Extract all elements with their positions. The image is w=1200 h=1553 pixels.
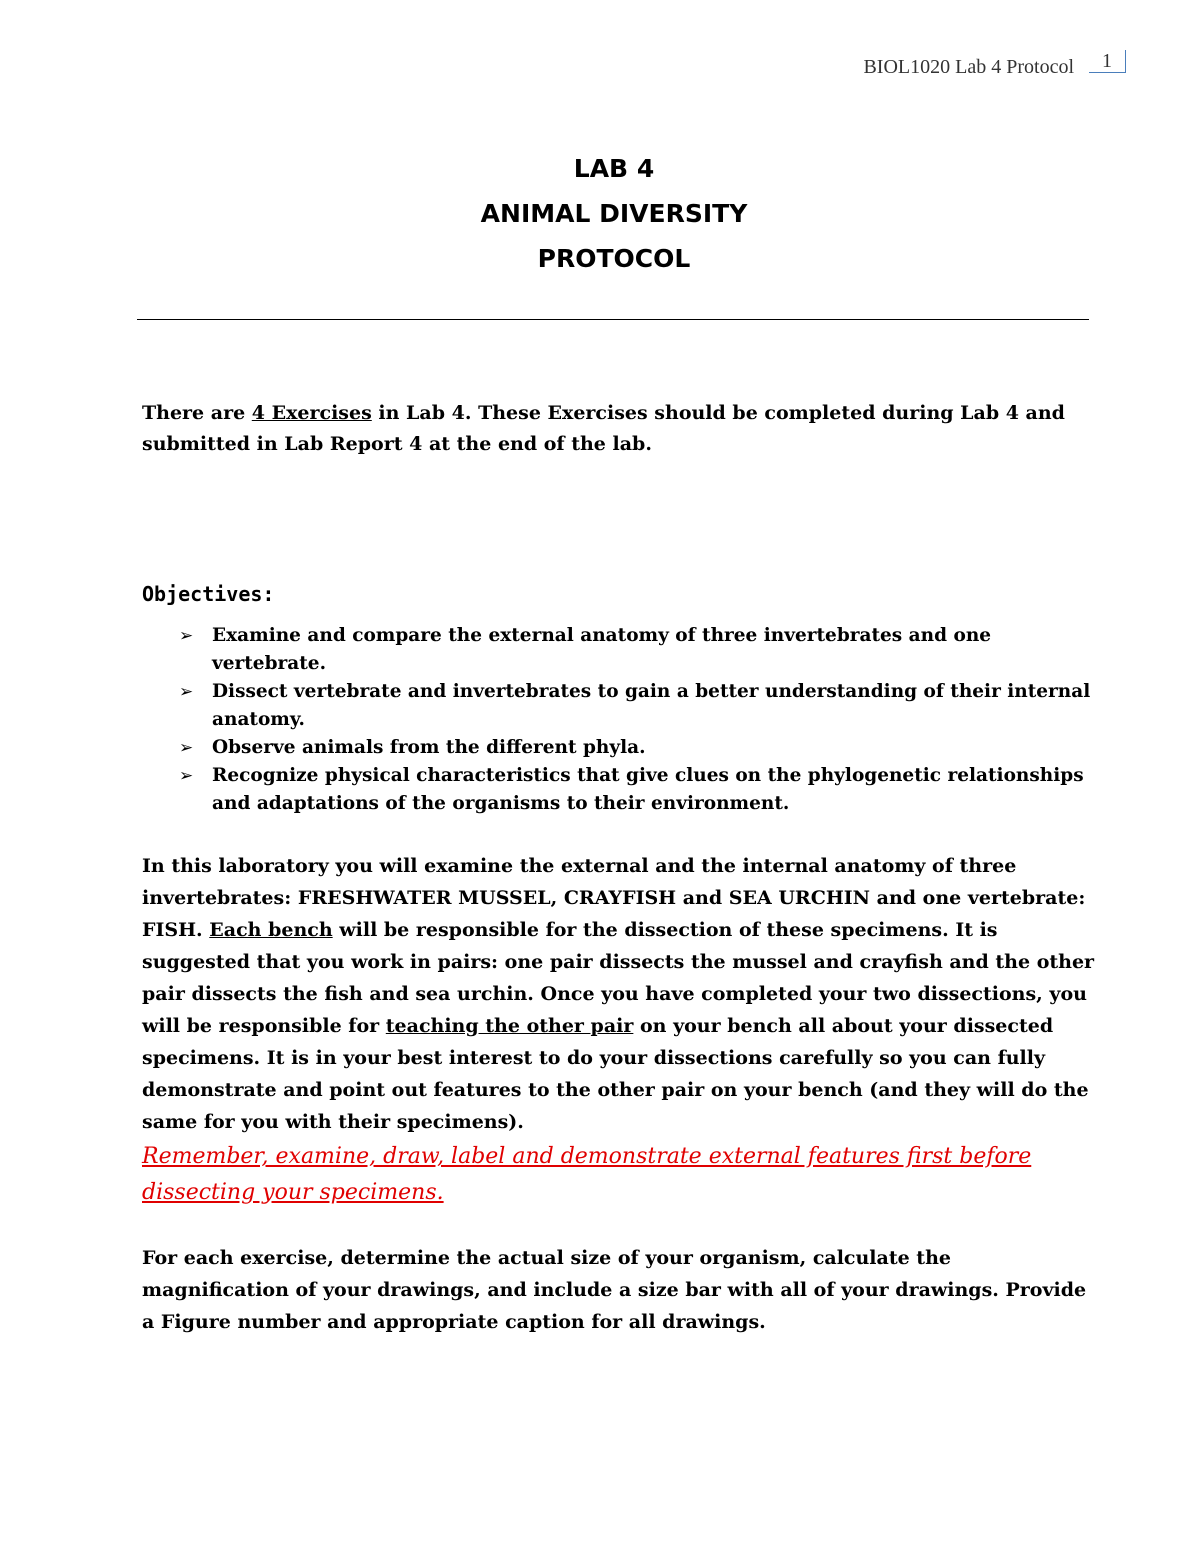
running-header: BIOL1020 Lab 4 Protocol: [863, 56, 1074, 78]
reminder-note: Remember, examine, draw, label and demonstrate external features first before dissecting your specimens.: [142, 1144, 1032, 1205]
lab-text-3: on your bench all about your dissected specimens. It is in your best interest to do your dissections carefully so you can fully demonstrate and point out features to the other pair on your bench (and they will do the same for you with their specimens).: [142, 1015, 1089, 1133]
arrow-bullet-icon: ➢: [179, 626, 194, 646]
objectives-heading: Objectives:: [142, 582, 275, 606]
title-line-1: LAB 4: [573, 154, 655, 183]
objectives-list: [142, 622, 1092, 818]
objective-text: Dissect vertebrate and invertebrates to gain a better understanding of their internal anatomy.: [212, 681, 1091, 730]
objective-text: Observe animals from the different phyla.: [212, 737, 646, 758]
objective-text: Recognize physical characteristics that give clues on the phylogenetic relationships and adaptations of the organisms to their environment.: [212, 765, 1084, 814]
document-title: [0, 146, 1200, 281]
lab-description-paragraph: [142, 850, 1097, 1138]
objective-text: Examine and compare the external anatomy of three invertebrates and one vertebrate.: [212, 625, 992, 674]
exercises-underlined: 4 Exercises: [251, 402, 372, 424]
teaching-underlined: teaching the other pair: [385, 1015, 634, 1037]
lab-text-2: will be responsible for the dissection of these specimens. It is suggested that you work in pairs: one pair dissects the mussel and crayfish and the other pair dissects the fish and sea urchin. Once you have completed your two dissections, you will be responsible for: [142, 919, 1095, 1037]
lab-text-1: In this laboratory you will examine the external and the internal anatomy of three invertebrates: FRESHWATER MUSSEL, CRAYFISH and SEA URCHIN and one vertebrate: FISH.: [142, 855, 1086, 941]
title-line-3: PROTOCOL: [537, 244, 691, 273]
objective-item: [142, 734, 1092, 762]
exercise-instructions-paragraph: For each exercise, determine the actual size of your organism, calculate the magnification of your drawings, and include a size bar with all of your drawings. Provide a Figure number and appropriate caption for all drawings.: [142, 1247, 1087, 1333]
title-divider: [137, 319, 1089, 320]
objective-item: [142, 622, 1092, 678]
objective-item: [142, 678, 1092, 734]
page-number: 1: [1089, 50, 1126, 73]
arrow-bullet-icon: ➢: [179, 682, 194, 702]
intro-paragraph: [142, 398, 1092, 460]
objective-item: [142, 762, 1092, 818]
arrow-bullet-icon: ➢: [179, 738, 194, 758]
title-line-2: ANIMAL DIVERSITY: [480, 199, 748, 228]
each-bench-underlined: Each bench: [209, 919, 333, 941]
intro-text-1: There are: [142, 402, 252, 424]
arrow-bullet-icon: ➢: [179, 766, 194, 786]
intro-text-2: in Lab 4. These Exercises should be completed during Lab 4 and submitted in Lab Report 4 at the end of the lab.: [142, 402, 1065, 455]
